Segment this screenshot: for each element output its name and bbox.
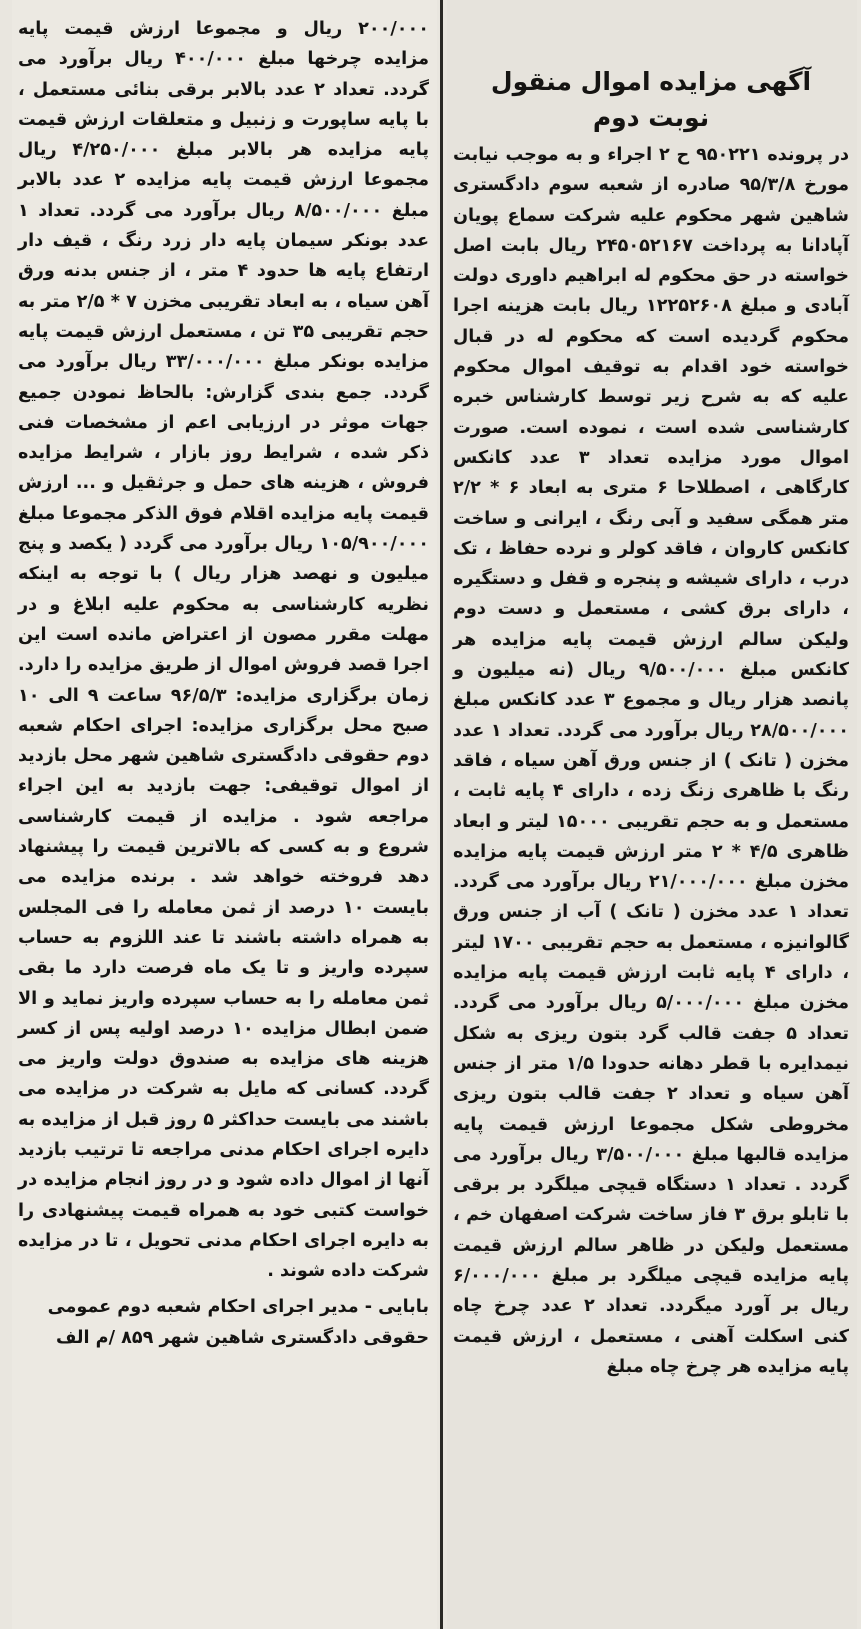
- ad-body: در پرونده ۹۵۰۲۲۱ ح ۲ اجراء و به موجب نیابت مورخ ۹۵/۳/۸ صادره از شعبه سوم دادگستری شاهین شهر محکوم علیه شرکت سماع پویان آپادانا به پرداخت ۲۴۵۰۵۲۱۶۷ ریال بابت اصل خواسته در حق محکوم له ابراهیم داوری دولت آبادی و مبلغ ۱۲۲۵۲۶۰۸ ریال بابت هزینه اجرا محکوم گردیده است که محکوم له در قبال خواسته خود اقدام به توقیف اموال محکوم علیه که به شرح زیر توسط کارشناس خبره کارشناسی شده است ، نموده است. صورت اموال مورد مزایده تعداد ۳ عدد کانکس کارگاهی ، اصطلاحا ۶ متری به ابعاد ۶ * ۲/۲ متر همگی سفید و آبی رنگ ، ایرانی و ساخت کانکس کاروان ، فاقد کولر و نرده حفاظ ، تک درب ، دارای شیشه و پنجره و قفل و دستگیره ، دارای برق کشی ، مستعمل و دست دوم ولیکن سالم ارزش قیمت پایه مزایده هر کانکس مبلغ ۹/۵۰۰/۰۰۰ ریال (نه میلیون و پانصد هزار ریال و مجموع ۳ عدد کانکس مبلغ ۲۸/۵۰۰/۰۰۰ ریال برآورد می گردد. تعداد ۱ عدد مخزن ( تانک ) از جنس ورق آهن سیاه ، فاقد رنگ با ظاهری زنگ زده ، دارای ۴ پایه ثابت ، مستعمل و به حجم تقریبی ۱۵۰۰۰ لیتر و ابعاد ظاهری ۴/۵ * ۲ متر ارزش قیمت پایه مزایده مخزن مبلغ ۲۱/۰۰۰/۰۰۰ ریال برآورد می گردد. تعداد ۱ عدد مخزن ( تانک ) آب از جنس ورق گالوانیزه ، مستعمل به حجم تقریبی ۱۷۰۰ لیتر ، دارای ۴ پایه ثابت ارزش قیمت پایه مزایده مخزن مبلغ ۵/۰۰۰/۰۰۰ ریال برآورد می گردد. تعداد ۵ جفت قالب گرد بتون ریزی به شکل نیمدایره با قطر دهانه حدودا ۱/۵ متر از جنس آهن سیاه و تعداد ۲ جفت قالب بتون ریزی مخروطی شکل مجموعا ارزش قیمت پایه مزایده قالبها مبلغ ۳/۵۰۰/۰۰۰ ریال برآورد می گردد . تعداد ۱ دستگاه قیچی میلگرد بر برقی با تابلو برق ۳ فاز ساخت شرکت اصفهان خم ، مستعمل ولیکن در ظاهر سالم ارزش قیمت پایه مزایده قیچی میلگرد بر مبلغ ۶/۰۰۰/۰۰۰ ریال بر آورد میگردد. تعداد ۲ عدد چرخ چاه کنی اسکلت آهنی ، مستعمل ، ارزش قیمت پایه مزایده هر چرخ چاه مبلغ: [453, 145, 850, 1377]
- ad-body-continued: ۲۰۰/۰۰۰ ریال و مجموعا ارزش قیمت پایه مزایده چرخها مبلغ ۴۰۰/۰۰۰ ریال برآورد می گردد. تعداد ۲ عدد بالابر برقی بنائی مستعمل ، با پایه ساپورت و زنبیل و متعلقات ارزش قیمت پایه مزایده هر بالابر مبلغ ۴/۲۵۰/۰۰۰ ریال مجموعا ارزش قیمت پایه مزایده ۲ عدد بالابر مبلغ ۸/۵۰۰/۰۰۰ ریال برآورد می گردد. تعداد ۱ عدد بونکر سیمان پایه دار زرد رنگ ، قیف دار ارتفاع پایه ها حدود ۴ متر ، از جنس بدنه ورق آهن سیاه ، به ابعاد تقریبی مخزن ۷ * ۲/۵ متر به حجم تقریبی ۳۵ تن ، مستعمل ارزش قیمت پایه مزایده بونکر مبلغ ۳۳/۰۰۰/۰۰۰ ریال برآورد می گردد. جمع بندی گزارش: بالحاظ نمودن جمیع جهات موثر در ارزیابی اعم از مشخصات فنی ذکر شده ، شرایط روز بازار ، شرایط مزایده فروش ، هزینه های حمل و جرثقیل و ... ارزش قیمت پایه مزایده اقلام فوق الذکر مجموعا مبلغ ۱۰۵/۹۰۰/۰۰۰ ریال برآورد می گردد ( یکصد و پنج میلیون و نهصد هزار ریال ) با توجه به اینکه نظریه کارشناسی به محکوم علیه ابلاغ و در مهلت مقرر مصون از اعتراض مانده است این اجرا قصد فروش اموال از طریق مزایده را دارد. زمان برگزاری مزایده: ۹۶/۵/۳ ساعت ۹ الی ۱۰ صبح محل برگزاری مزایده: اجرای احکام شعبه دوم حقوقی دادگستری شاهین شهر محل بازدید از اموال توقیفی: جهت بازدید به این اجراء مراجعه شود . مزایده از قیمت کارشناسی شروع و به کسی که بالاترین قیمت را پیشنهاد دهد فروخته خواهد شد . برنده مزایده می بایست ۱۰ درصد از ثمن معامله را فی المجلس به همراه داشته باشند تا عند اللزوم به حساب سپرده واریز و تا یک ماه فرصت دارد ما بقی ثمن معامله را به حساب سپرده واریز نماید و الا ضمن ابطال مزایده ۱۰ درصد اولیه پس از کسر هزینه های مزایده به صندوق دولت واریز می گردد. کسانی که مایل به شرکت در مزایده می باشند می بایست حداکثر ۵ روز قبل از مزایده به دایره اجرای احکام مدنی مراجعه تا ترتیب بازدید آنها از اموال داده شود و در روز انجام مزایده در خواست کتبی خود به همراه قیمت پیشنهادی را به دایره اجرای احکام مدنی تحویل ، تا در مزایده شرکت داده شوند .: [18, 19, 430, 1282]
- column-divider: [440, 0, 443, 1629]
- ad-right-column: [447, 0, 857, 1629]
- ad-left-column: [12, 0, 437, 1629]
- ad-title-line1: آگهی مزایده اموال منقول: [490, 67, 812, 96]
- ad-title: [453, 64, 849, 136]
- ad-signature: بابایی - مدیر اجرای احکام شعبه دوم عمومی حقوقی دادگستری شاهین شهر ۸۵۹ /م الف: [47, 1297, 429, 1348]
- ad-title-line2: نوبت دوم: [592, 103, 710, 132]
